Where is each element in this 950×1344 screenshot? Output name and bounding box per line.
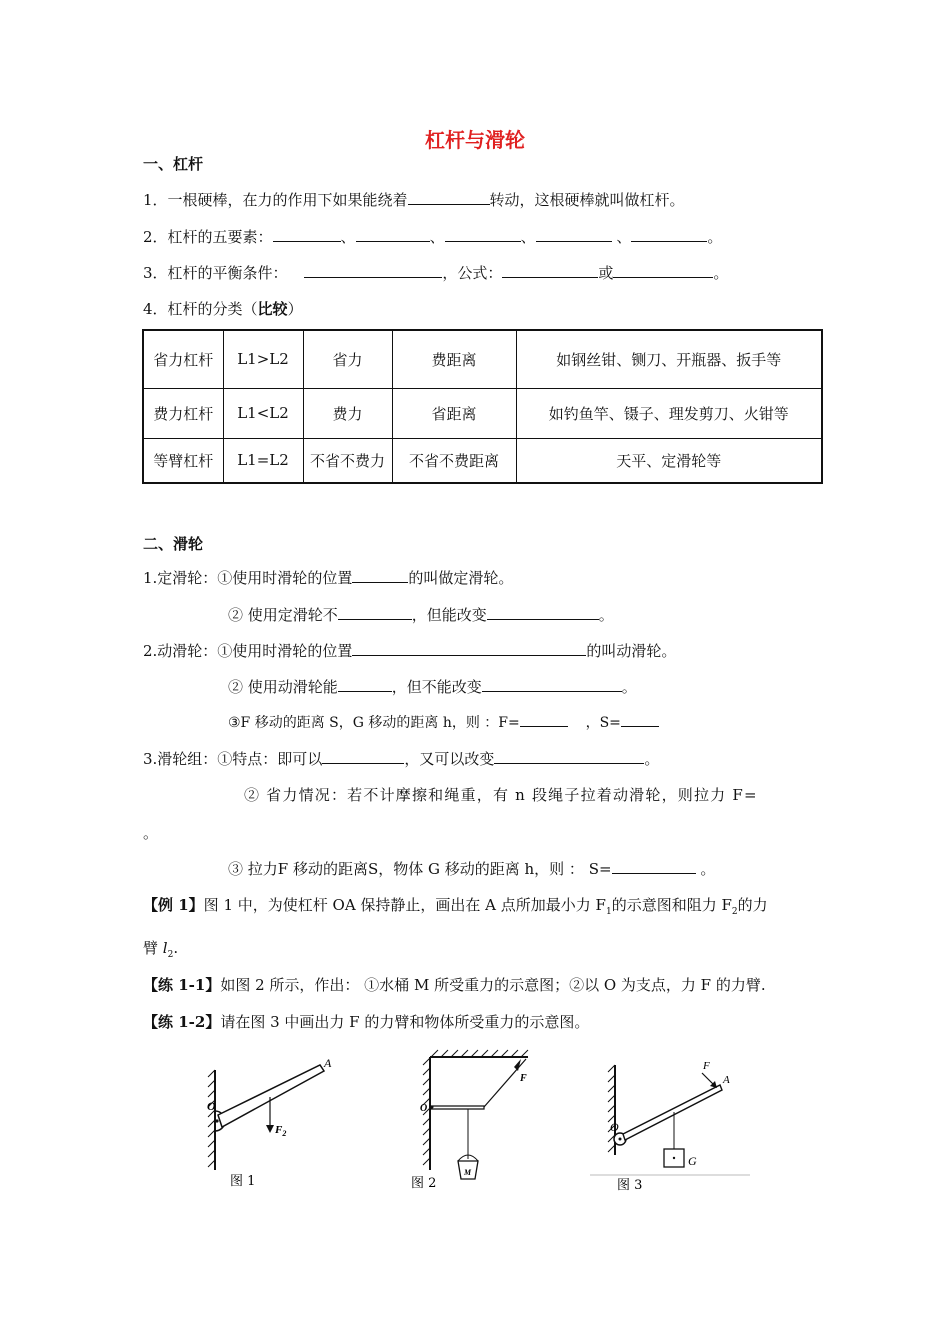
table-row — [143, 330, 822, 388]
pivot-point — [215, 1119, 218, 1122]
movable-pulley-blank-2[interactable] — [482, 677, 622, 692]
movable-pulley-blank-S[interactable] — [621, 712, 659, 727]
practice-1-2 — [143, 1011, 589, 1032]
section-heading-pulley: 二、滑轮 — [143, 535, 204, 553]
q3-blank-formula-2[interactable] — [613, 263, 713, 278]
text: ，但能改变 — [411, 606, 487, 624]
table-cell: 天平、定滑轮等 — [516, 438, 822, 483]
q1-text-pre: 1．一根硬棒，在力的作用下如果能绕着 — [143, 191, 408, 209]
text: 图 1 中，为使杠杆 OA 保持静止，画出在 A 点所加最小力 F — [203, 896, 606, 914]
label-O: O — [207, 1099, 216, 1113]
pivot-point — [431, 1106, 434, 1109]
lever-bar — [623, 1085, 722, 1140]
example-1-line2 — [143, 937, 178, 960]
label-O: O — [420, 1103, 428, 1114]
table-cell: 不省不费距离 — [392, 438, 516, 483]
figure-3-caption: 图 3 — [617, 1178, 643, 1193]
q3-text-pre: 3．杠杆的平衡条件： — [143, 264, 288, 282]
label-O: O — [610, 1120, 619, 1134]
table-row — [143, 388, 822, 438]
period: 。 — [700, 860, 716, 878]
period: 。 — [713, 264, 729, 282]
question-1 — [143, 189, 685, 210]
question-4 — [143, 298, 303, 319]
subscript: 1 — [605, 907, 612, 917]
question-2 — [143, 226, 722, 247]
movable-pulley-blank-F[interactable] — [520, 712, 568, 727]
subscript: 2 — [167, 950, 174, 960]
label-M: M — [464, 1168, 472, 1177]
table-cell: 等臂杠杆 — [143, 438, 223, 483]
text: ③ 拉力F 移动的距离S，物体 G 移动的距离 h，则 ： S= — [228, 860, 612, 878]
table-cell: 省力杠杆 — [143, 330, 223, 388]
table-cell: 如钓鱼竿、镊子、理发剪刀、火钳等 — [516, 388, 822, 438]
q3-text-or: 或 — [598, 264, 614, 282]
q2-blank-4[interactable] — [536, 227, 612, 242]
table-cell: 不省不费力 — [303, 438, 392, 483]
text: ② 使用动滑轮能 — [228, 678, 338, 696]
text: ，S= — [585, 715, 621, 731]
text: 的力 — [737, 896, 768, 914]
table-cell: 费力杠杆 — [143, 388, 223, 438]
fixed-pulley-a — [143, 567, 513, 588]
movable-pulley-b — [228, 676, 637, 697]
pivot-point — [619, 1138, 622, 1141]
table-cell: 省力 — [303, 330, 392, 388]
fixed-pulley-b — [228, 604, 614, 625]
text: ② 使用定滑轮不 — [228, 606, 338, 624]
practice-1-1 — [143, 974, 766, 995]
figure-1-caption: 图 1 — [230, 1174, 256, 1189]
text: 的叫做定滑轮。 — [408, 569, 514, 587]
pulley-group-blank-1[interactable] — [322, 749, 404, 764]
pulley-group-c — [228, 858, 715, 879]
label-F: F — [703, 1060, 710, 1072]
movable-pulley-a — [143, 640, 676, 661]
label-A: A — [723, 1074, 730, 1086]
q1-text-post: 转动，这根硬棒就叫做杠杆。 — [489, 191, 685, 209]
fixed-pulley-blank-position[interactable] — [352, 568, 408, 583]
q2-text-pre: 2．杠杆的五要素： — [143, 228, 273, 246]
example-1 — [143, 894, 768, 917]
text: 如图 2 所示，作出： ①水桶 M 所受重力的示意图；②以 O 为支点，力 F 的力臂. — [220, 976, 766, 994]
subscript: 2 — [731, 907, 738, 917]
q2-blank-5[interactable] — [631, 227, 707, 242]
lever-bar — [431, 1106, 484, 1109]
section-heading-lever: 一、杠杆 — [143, 155, 204, 173]
practice-tag: 【练 1-2】 — [143, 1013, 221, 1031]
q3-blank-formula-1[interactable] — [502, 263, 598, 278]
period: 。 — [621, 678, 637, 696]
table-row — [143, 438, 822, 483]
wall-hatching — [208, 1070, 215, 1167]
text: . — [173, 939, 179, 957]
label-F2: $F_2$ — [275, 1124, 287, 1138]
q3-blank-condition[interactable] — [304, 263, 442, 278]
period: 。 — [598, 606, 614, 624]
table-cell: 如钢丝钳、铡刀、开瓶器、扳手等 — [516, 330, 822, 388]
table-cell: 费距离 — [392, 330, 516, 388]
question-3 — [143, 262, 728, 283]
table-cell: L1<L2 — [223, 388, 303, 438]
text: 请在图 3 中画出力 F 的力臂和物体所受重力的示意图。 — [220, 1013, 590, 1031]
figure-2-caption: 图 2 — [411, 1176, 437, 1191]
text: 1.定滑轮：①使用时滑轮的位置 — [143, 569, 353, 587]
q4-text-post: ） — [287, 300, 303, 318]
table-cell: L1=L2 — [223, 438, 303, 483]
example-tag: 【例 1】 — [143, 896, 204, 914]
separator: 、 — [429, 228, 445, 246]
q3-text-mid: ，公式： — [442, 264, 503, 282]
arrowhead — [514, 1059, 521, 1071]
text: l — [162, 939, 168, 957]
label-G: G — [688, 1154, 697, 1168]
label-A: A — [324, 1056, 332, 1070]
fixed-pulley-blank-2[interactable] — [487, 605, 599, 620]
text: ③F 移动的距离 S，G 移动的距离 h，则 ：F= — [228, 715, 520, 731]
practice-tag: 【练 1-1】 — [143, 976, 221, 994]
table-cell: 省距离 — [392, 388, 516, 438]
q2-blank-3[interactable] — [445, 227, 521, 242]
pulley-group-b-end: 。 — [143, 824, 159, 842]
pulley-group-b: ② 省力情况：若不计摩擦和绳重，有 n 段绳子拉着动滑轮，则拉力 F= — [244, 786, 758, 804]
object-center — [673, 1157, 675, 1159]
table-cell: L1>L2 — [223, 330, 303, 388]
period: 。 — [644, 750, 660, 768]
q4-text-pre: 4．杠杆的分类（ — [143, 300, 258, 318]
text: 臂 — [143, 939, 163, 957]
separator: 、 — [616, 228, 632, 246]
text: 3.滑轮组：①特点：即可以 — [143, 750, 323, 768]
fixed-pulley-blank-1[interactable] — [338, 605, 412, 620]
movable-pulley-blank-position[interactable] — [352, 641, 586, 656]
pulley-group-blank-2[interactable] — [494, 749, 644, 764]
q2-blank-1[interactable] — [273, 227, 341, 242]
pulley-group-a — [143, 748, 659, 769]
separator: 、 — [520, 228, 536, 246]
q4-text-bold: 比较 — [257, 300, 288, 318]
text: 的叫动滑轮。 — [586, 642, 677, 660]
lever-classification-table — [142, 329, 823, 484]
pulley-group-blank-3[interactable] — [612, 859, 696, 874]
text: 2.动滑轮：①使用时滑轮的位置 — [143, 642, 353, 660]
movable-pulley-blank-1[interactable] — [338, 677, 392, 692]
text: ，又可以改变 — [404, 750, 495, 768]
figure-2 — [408, 1045, 548, 1195]
table-cell: 费力 — [303, 388, 392, 438]
movable-pulley-c — [228, 712, 659, 732]
figure-3 — [590, 1055, 760, 1195]
label-F: F — [520, 1073, 527, 1084]
separator: 、 — [340, 228, 356, 246]
q1-blank[interactable] — [408, 190, 490, 205]
period: 。 — [707, 228, 723, 246]
arrowhead — [266, 1125, 274, 1133]
lever-bar — [218, 1065, 324, 1127]
q2-blank-2[interactable] — [356, 227, 430, 242]
page-title: 杠杆与滑轮 — [425, 128, 525, 152]
text: ，但不能改变 — [391, 678, 482, 696]
text: 的示意图和阻力 F — [611, 896, 732, 914]
figure-1 — [200, 1055, 350, 1195]
